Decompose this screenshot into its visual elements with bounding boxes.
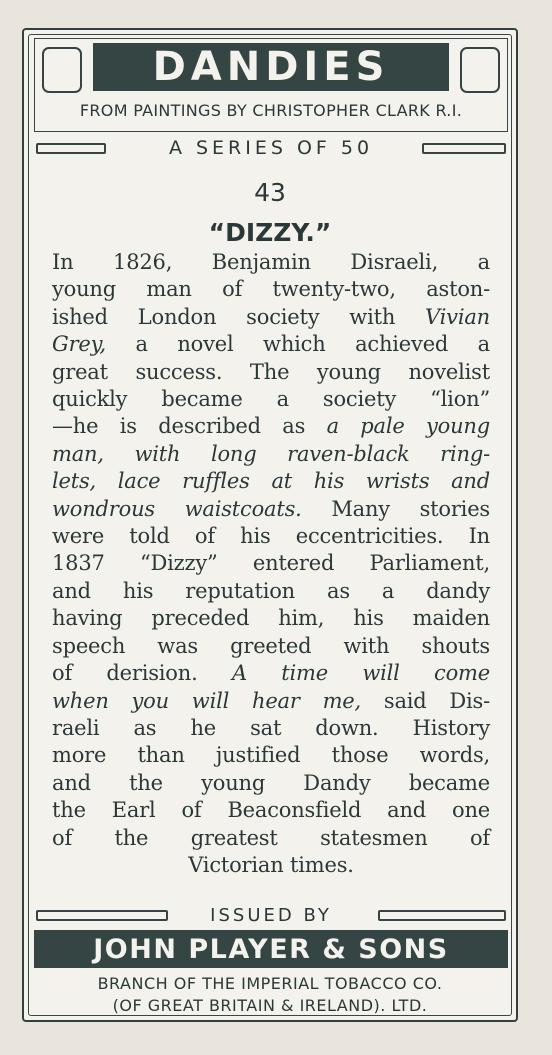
cigarette-card — [22, 28, 518, 1022]
body-line — [52, 441, 490, 468]
body-roman-text: Many stories — [301, 496, 490, 521]
body-line — [52, 688, 490, 715]
card-subtitle: FROM PAINTINGS BY CHRISTOPHER CLARK R.I. — [79, 101, 463, 120]
body-roman-text: of derision. — [52, 661, 232, 686]
body-roman-text: the Earl of Beaconsfield and one — [52, 798, 490, 823]
body-line — [52, 304, 490, 331]
corner-ornament-left — [42, 47, 82, 93]
body-line — [52, 633, 490, 660]
header-box — [34, 38, 508, 132]
body-roman-text: In 1826, Benjamin Disraeli, a — [52, 250, 490, 274]
body-roman-text: more than justified those words, — [52, 743, 490, 768]
body-roman-text: having preceded him, his maiden — [52, 606, 490, 631]
body-italic-text: a pale young — [326, 414, 491, 439]
ornament-bar-right — [378, 910, 506, 921]
series-row — [34, 134, 508, 162]
card-heading: “DIZZY.” — [208, 218, 332, 247]
publisher-branch-detail: (OF GREAT BRITAIN & IRELAND). LTD. — [112, 996, 428, 1015]
body-roman-text: raeli as he sat down. History — [52, 715, 490, 740]
body-roman-text: quickly became a society “lion” — [52, 387, 490, 412]
body-roman-text: ished London society with — [52, 304, 426, 329]
body-line — [52, 742, 490, 769]
body-line — [52, 386, 490, 413]
body-line — [52, 413, 490, 440]
body-line — [52, 523, 490, 550]
body-italic-text: wondrous waistcoats. — [52, 496, 302, 521]
body-roman-text: young man of twenty-two, aston- — [52, 277, 490, 302]
body-line — [52, 715, 490, 742]
body-roman-text: were told of his eccentricities. In — [52, 524, 490, 549]
corner-ornament-right — [460, 47, 500, 93]
issued-by-label: ISSUED BY — [210, 904, 332, 926]
body-line — [52, 852, 490, 879]
body-roman-text: great success. The young novelist — [52, 359, 490, 384]
publisher-branch: BRANCH OF THE IMPERIAL TOBACCO CO. — [97, 974, 443, 993]
body-line — [52, 578, 490, 605]
body-italic-text: A time will come — [231, 661, 490, 686]
ornament-bar-left — [36, 143, 106, 154]
body-roman-text: Victorian times. — [188, 852, 354, 877]
body-line — [52, 605, 490, 632]
body-line — [52, 660, 490, 687]
series-label: A SERIES OF 50 — [168, 137, 374, 159]
body-line — [52, 770, 490, 797]
body-line — [52, 797, 490, 824]
body-roman-text: said Dis- — [361, 688, 491, 713]
card-title: DANDIES — [93, 43, 449, 91]
body-line — [52, 249, 490, 276]
body-roman-text: and his reputation as a dandy — [52, 578, 490, 603]
body-roman-text: speech was greeted with shouts — [52, 633, 490, 658]
body-roman-text: —he is described as — [52, 414, 327, 439]
body-italic-text: Grey, — [52, 332, 106, 357]
body-line — [52, 468, 490, 495]
body-roman-text: 1837 “Dizzy” entered Parliament, — [52, 551, 490, 576]
body-line — [52, 550, 490, 577]
issued-row — [34, 902, 508, 928]
body-italic-text: Vivian — [425, 304, 490, 329]
body-roman-text: of the greatest statesmen of — [52, 825, 490, 850]
body-roman-text: and the young Dandy became — [52, 770, 490, 795]
body-line — [52, 276, 490, 303]
ornament-bar-right — [422, 143, 506, 154]
card-number: 43 — [254, 178, 286, 207]
body-italic-text: when you will hear me, — [52, 688, 361, 713]
body-line — [52, 331, 490, 358]
body-line — [52, 496, 490, 523]
body-roman-text: a novel which achieved a — [106, 332, 490, 357]
body-line — [52, 825, 490, 852]
publisher-name: JOHN PLAYER & SONS — [34, 930, 508, 968]
body-line — [52, 359, 490, 386]
body-italic-text: lets, lace ruffles at his wrists and — [52, 469, 490, 494]
card-body-text — [52, 249, 490, 879]
ornament-bar-left — [36, 910, 168, 921]
body-italic-text: man, with long raven-black ring- — [52, 441, 490, 466]
